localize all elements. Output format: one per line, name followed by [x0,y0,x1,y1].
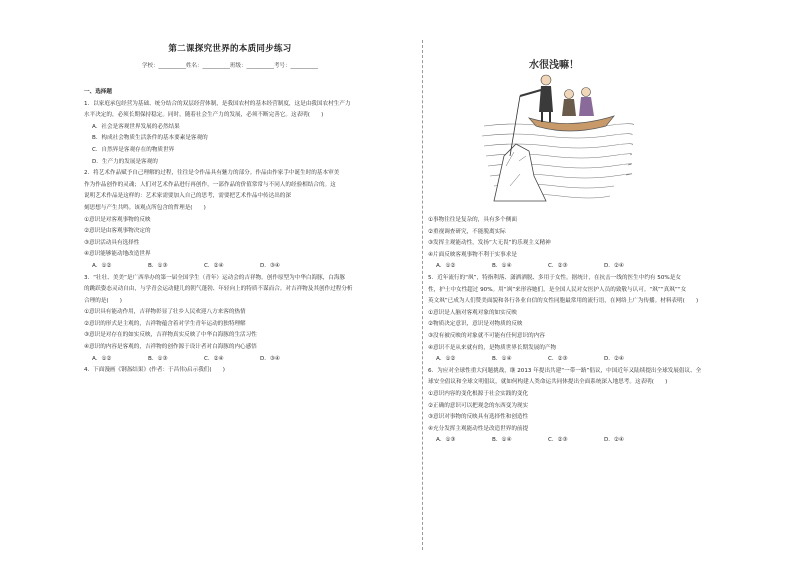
question-3-choice-c[interactable]: C．②④ [204,355,224,362]
cartoon-caption: 水很浅嘛！ [529,60,579,71]
question-6-choice-b[interactable]: B．①④ [492,437,512,444]
question-4-choices [428,261,750,273]
question-2-choice-a[interactable]: A．①② [92,262,112,269]
question-5-choice-d[interactable]: D．②④ [604,356,624,363]
question-2-choices [84,261,416,273]
question-1-line-2: 水平决定的，必须长期保持稳定。同时，随着社会生产力的发展，必须不断完善它。这表明( ) [84,112,324,119]
question-1-line-1: 1．以家庭承包经营为基础、统分结合的双层经营体制，是我国农村的基本经营制度，这是由我国农村生产力 [84,100,351,107]
question-4-choice-d[interactable]: D．②④ [604,263,624,270]
question-5-line-2: 性，护士中女性超过 90%。用“飒”来形容她们，是全国人民对女医护人员的致敬与认可。“飒”“真飒”“女 [428,286,687,293]
question-4-statement-3: ③发挥主观能动性，发扬“大无畏”的乐观主义精神 [428,240,551,247]
column-divider [422,40,423,550]
question-5-choice-c[interactable]: C．②③ [548,356,568,363]
question-1-option-d[interactable]: D．生产力的发展是客观的 [92,158,158,165]
question-5-choice-a[interactable]: A．①② [436,356,456,363]
question-5-statement-1: ①意识是人脑对客观对象的如实反映 [428,309,517,316]
question-2-line-1: 2．将艺术作品赋予自己理解的过程，往往是令作品具有魅力的部分。作品由作家手中诞生时的基本审美 [84,170,340,177]
question-3-choice-b[interactable]: B．①③ [148,355,168,362]
question-3-statement-1: ①意识具有能动作用，吉祥物彰显了壮乡人民欢迎八方来客的热情 [84,309,246,316]
question-1-option-a[interactable]: A．社会是客观世界发展的必然结果 [92,123,180,130]
question-4-statement-1: ①事物往往是复杂的，具有多个侧面 [428,217,517,223]
question-4-statement-4: ④片面反映客观事物不利于实事求是 [428,251,517,258]
question-6-line-2: 球安全倡议和全球文明倡议，就如何构建人类命运共同体提出全面系统深入地思考。这表明( ) [428,379,668,386]
question-1-option-c[interactable]: C．自然界是客观存在的物质世界 [92,146,175,153]
question-4-choice-c[interactable]: C．②③ [548,263,568,270]
question-2-choice-d[interactable]: D．③④ [260,262,280,269]
question-3-choice-a[interactable]: A．①② [92,355,112,362]
page-title: 第二课探究世界的本质同步练习 [168,44,292,54]
question-6-statement-2: ②正确的意识可以把观念的东西变为现实 [428,402,529,409]
cartoon-illustration [474,56,634,206]
question-6-choice-a[interactable]: A．①③ [436,437,456,444]
question-2-statement-4: ④意识能够能动地改造世界 [84,251,151,258]
question-3-choice-d[interactable]: D．③④ [260,355,280,362]
question-2-choice-b[interactable]: B．①③ [148,262,168,269]
section-heading: 一、选择题 [84,89,112,95]
question-3-statement-3: ③意识是对存在的如实反映，吉祥物真实反映了中华白海豚的生活习性 [84,332,257,339]
question-6-statement-3: ③意识对事物的反映具有选择性和创造性 [428,414,529,421]
question-6-choice-c[interactable]: C．②③ [548,437,568,444]
question-5-statement-4: ④意识不是从来就有的，是物质世界长期发展的产物 [428,344,557,351]
cartoon-drawing [474,56,634,206]
question-3-line-3: 合理的是( ) [84,297,122,304]
question-4-stem: 4．下面漫画《钢盔结果》(作者：于昌伟)启示我们( ) [84,367,225,374]
question-5-choice-b[interactable]: B．①④ [492,356,512,363]
question-2-line-3: 说明艺术作品是这样的：艺术家需要加入自己的思考，需要把艺术作品中传达出的深 [84,193,291,200]
left-column [84,87,416,377]
question-6-line-1: 6．为应对全球性重大问题挑战，继 2013 年提出共建“一带一路”倡议，中国近年又陆续提出全球发展倡议、全 [428,367,702,374]
question-3-statement-4: ④意识的内容是客观的，吉祥物的创作源于设计者对白海豚的内心感悟 [84,344,257,351]
question-1-option-b[interactable]: B．构成社会物质生活条件的基本要素是客观的 [92,135,208,142]
question-5-choices [428,354,750,366]
question-6-choice-d[interactable]: D．②④ [604,437,624,444]
question-5-line-1: 5．近年流行的“飒”，特指利落、潇洒洒脱、多用于女性。据统计，在抗击一线的医生中约有 50%是女 [428,274,681,281]
question-3-line-1: 3．“壮壮、美美”是广西举办的第一届全国学生（青年）运动会的吉祥物。创作原型为中华白海豚，白海豚 [84,274,346,281]
question-6-choices [428,435,750,447]
question-6-statement-1: ①意识内容的变化根源于社会实践的变化 [428,390,529,397]
question-3-choices [84,354,416,366]
question-3-line-2: 的跳跃姿态灵动自由，与学青会运动健儿的朝气蓬勃、年轻向上的特质不谋而合。对吉祥物及其创作过程分析 [84,286,353,293]
question-4-statement-2: ②重视调查研究，不能脱离实际 [428,228,506,235]
question-5-statement-2: ②物质决定意识，意识是对物质的反映 [428,321,523,328]
question-2-statement-2: ②意识是由客观事物决定的 [84,228,151,235]
question-2-statement-1: ①意识是对客观事物的反映 [84,216,151,223]
student-info-line: 学校：__________姓名：__________班级：__________考号：__________ [141,63,318,69]
question-5-line-3: 英文飒”已成为人们赞美面貌和各行各业自信的女性同胞最常用的流行语，在网络上广为传播。材料表明( ) [428,298,699,305]
question-6-statement-4: ④充分发挥主观能动性是改造世界的前提 [428,425,529,432]
question-2-line-4: 刻思想与产生共鸣。该观点所包含的哲理是( ) [84,204,206,211]
question-4-choice-b[interactable]: B．①④ [492,263,512,270]
question-2-line-2: 作为作品创作的灵魂；人们对艺术作品进行再创作，一部作品的价值常常与不同人的经验相结合的。这 [84,181,336,188]
question-5-statement-3: ③没有被反映的对象就不可能有任何意识的内容 [428,332,545,339]
question-2-statement-3: ③意识活动具有选择性 [84,239,140,246]
right-column [428,215,750,447]
question-2-choice-c[interactable]: C．②④ [204,262,224,269]
question-4-choice-a[interactable]: A．①② [436,263,456,270]
question-3-statement-2: ②意识的形式是主观的，吉祥物蕴含着对学生青年运动的独特理解 [84,320,246,327]
